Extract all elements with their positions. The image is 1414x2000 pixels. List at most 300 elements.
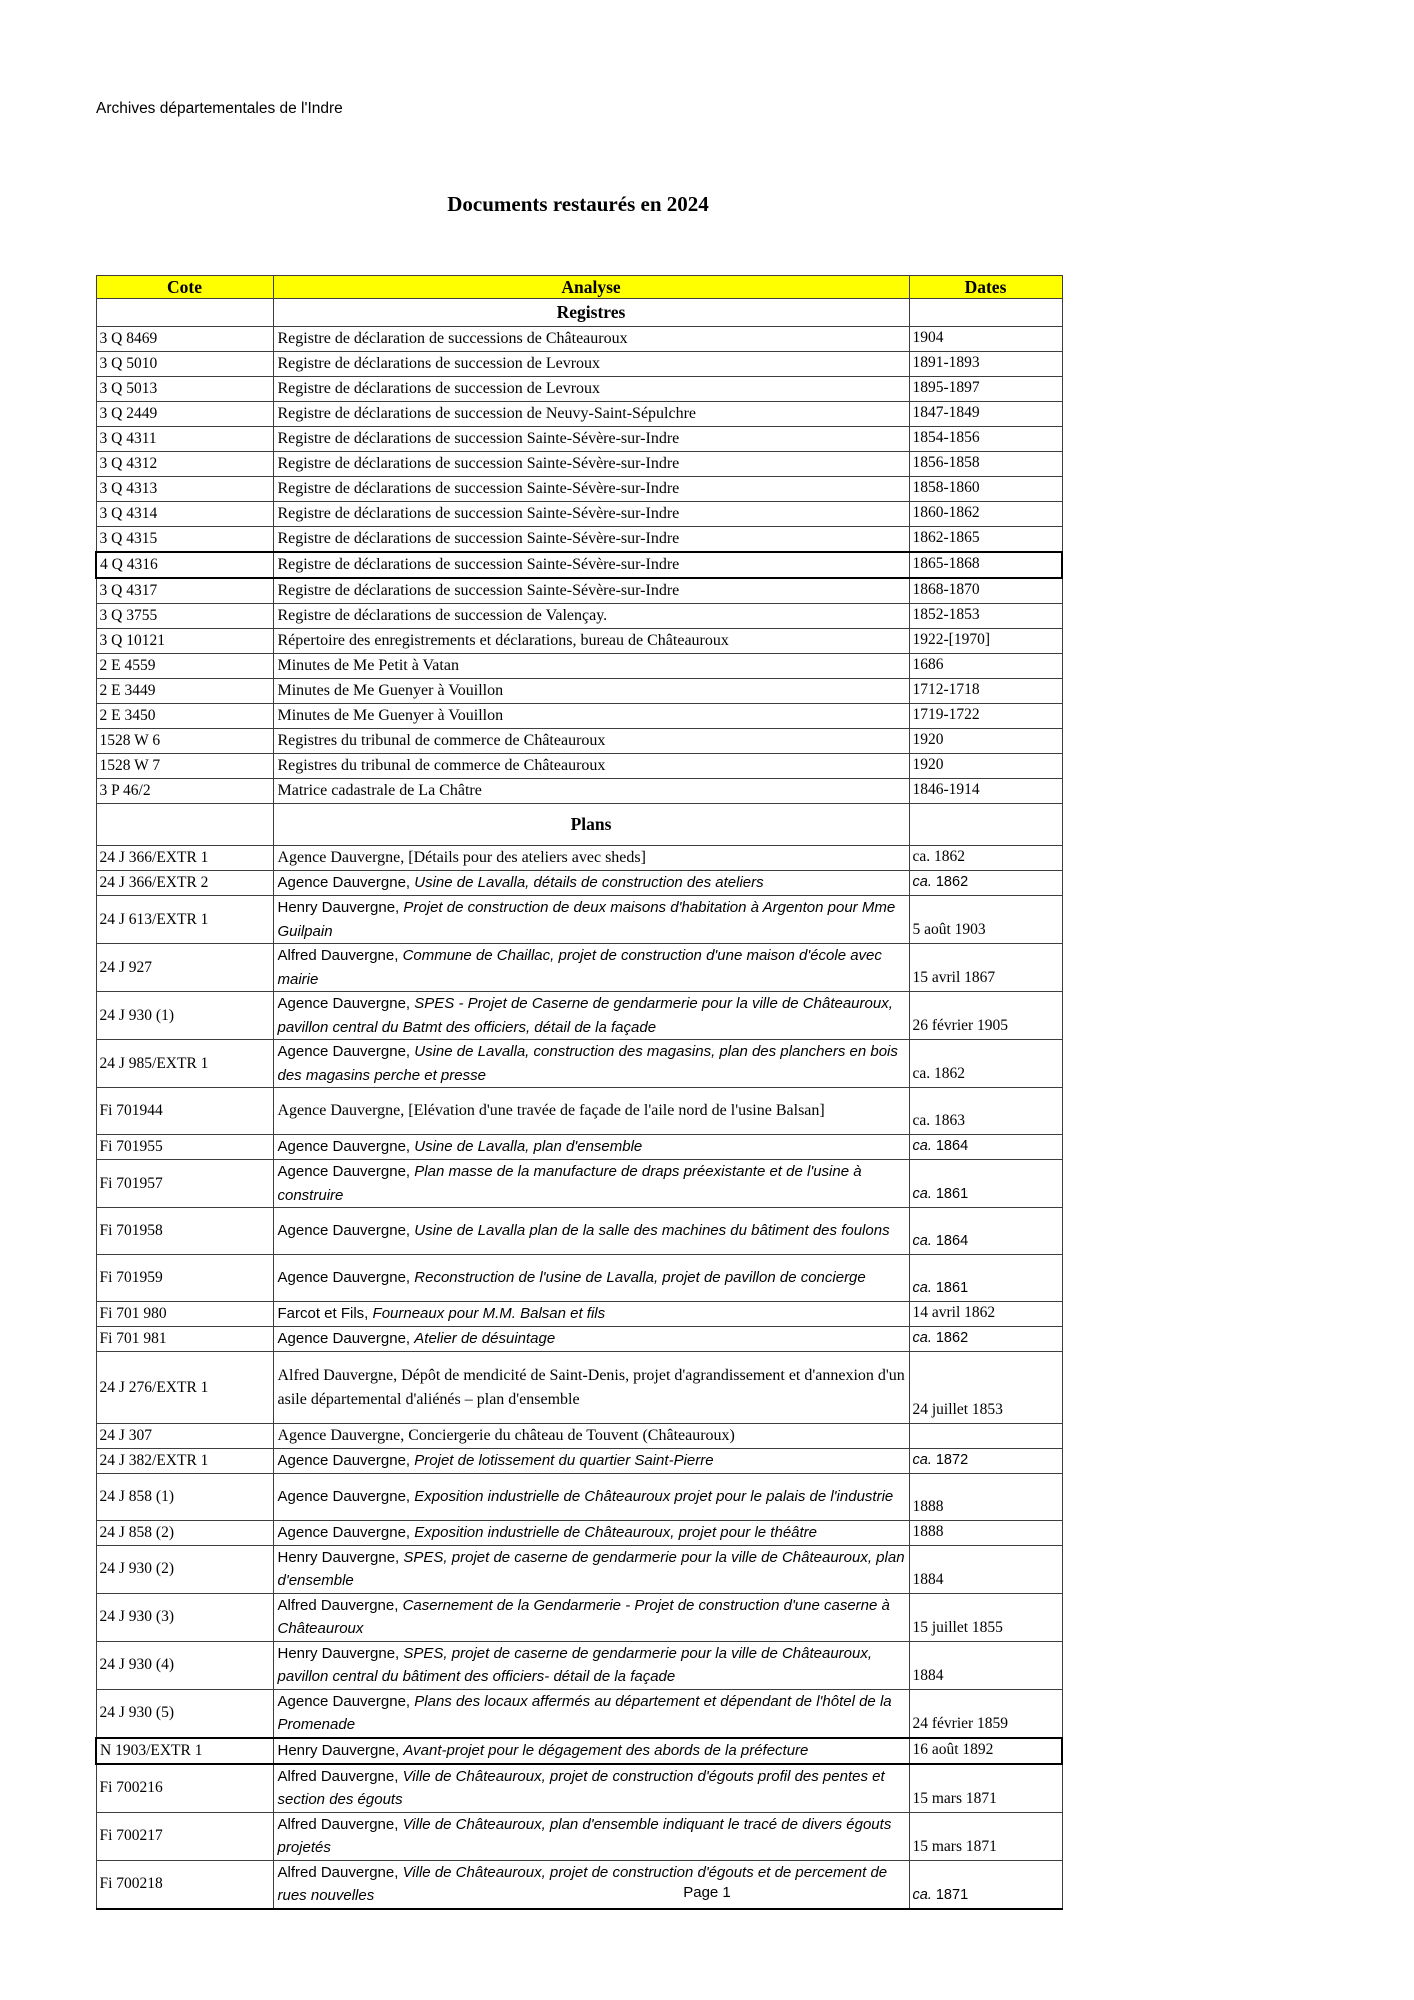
table-row [96, 1160, 1062, 1208]
analyse-regular-text: Agence Dauvergne, [277, 1222, 415, 1240]
table-row [96, 654, 1062, 679]
analyse-italic-text: Ville de Châteauroux, projet de construction d'égouts profil des pentes et section des égouts [277, 1767, 885, 1808]
date-text: 14 avril 1862 [912, 1304, 996, 1321]
date-text: 1852-1853 [912, 606, 980, 623]
analyse-italic-text: Ville de Châteauroux, projet de construction d'égouts et de percement de rues nouvelles [277, 1863, 888, 1904]
dates-cell [909, 352, 1062, 377]
analyse-cell [273, 1160, 909, 1208]
analyse-italic-text: Usine de Lavalla, plan d'ensemble [414, 1138, 643, 1156]
dates-cell [909, 1473, 1062, 1520]
date-text: 15 avril 1867 [912, 969, 996, 986]
analyse-italic-text: Usine de Lavalla, détails de construction des ateliers [414, 874, 764, 892]
analyse-cell [273, 452, 909, 477]
date-text: 1865-1868 [912, 555, 980, 572]
cote-cell: 3 Q 3755 [96, 604, 273, 629]
dates-cell [909, 804, 1062, 846]
analyse-italic-text: Ville de Châteauroux, plan d'ensemble indiquant le tracé de divers égouts projetés [277, 1815, 892, 1856]
dates-cell [909, 1208, 1062, 1255]
cote-cell: 3 Q 4313 [96, 477, 273, 502]
date-text: ca. 1862 [912, 848, 966, 865]
cote-cell: 2 E 4559 [96, 654, 273, 679]
page-title: Documents restaurés en 2024 [447, 192, 709, 216]
date-text: 1862 [931, 874, 969, 890]
analyse-regular-text: Minutes de Me Guenyer à Vouillon [277, 707, 504, 725]
cote-cell: 3 Q 5010 [96, 352, 273, 377]
analyse-regular-text: Alfred Dauvergne, [277, 1815, 403, 1833]
analyse-cell [273, 1255, 909, 1302]
analyse-italic-text: Exposition industrielle de Châteauroux, projet pour le théâtre [414, 1523, 818, 1541]
date-text: 1862 [931, 1330, 969, 1346]
table-row [96, 1327, 1062, 1352]
date-text: 1864 [931, 1138, 969, 1154]
analyse-cell [273, 704, 909, 729]
date-text: 1888 [912, 1497, 944, 1515]
dates-cell [909, 654, 1062, 679]
table-row [96, 1352, 1062, 1424]
cote-cell: Fi 701959 [96, 1255, 273, 1302]
cote-cell: 2 E 3450 [96, 704, 273, 729]
date-text: 26 février 1905 [912, 1017, 1009, 1034]
table-row [96, 502, 1062, 527]
cote-cell: 24 J 366/EXTR 1 [96, 846, 273, 871]
dates-cell [909, 502, 1062, 527]
analyse-regular-text: Agence Dauvergne, [277, 1692, 415, 1710]
cote-cell: 4 Q 4316 [96, 552, 273, 578]
table-row [96, 1255, 1062, 1302]
title-container [95, 192, 1061, 217]
records-table-body [96, 299, 1062, 1909]
analyse-cell [273, 679, 909, 704]
cote-cell: Fi 701955 [96, 1135, 273, 1160]
date-text: 1884 [912, 1570, 944, 1588]
table-header-cote: Cote [96, 276, 273, 299]
dates-cell [909, 1040, 1062, 1088]
dates-cell [909, 992, 1062, 1040]
table-row [96, 452, 1062, 477]
analyse-cell [273, 654, 909, 679]
table-row [96, 992, 1062, 1040]
table-row [96, 352, 1062, 377]
date-circa-prefix: ca. [912, 1186, 932, 1202]
analyse-cell [273, 1545, 909, 1593]
table-row [96, 1738, 1062, 1764]
analyse-cell [273, 377, 909, 402]
cote-cell: 24 J 927 [96, 944, 273, 992]
cote-cell: 3 Q 4314 [96, 502, 273, 527]
analyse-cell [273, 779, 909, 804]
analyse-regular-text: Registre de déclarations de succession de Levroux [277, 380, 601, 398]
page-footer: Page 1 [683, 1884, 731, 1901]
analyse-regular-text: Registre de déclarations de succession de Valençay. [277, 607, 608, 625]
analyse-italic-text: Usine de Lavalla, construction des magasins, plan des planchers en bois des magasins perche et presse [277, 1043, 898, 1084]
dates-cell [909, 1327, 1062, 1352]
analyse-regular-text: Agence Dauvergne, [277, 1330, 415, 1348]
analyse-cell [273, 1473, 909, 1520]
table-row [96, 552, 1062, 578]
cote-cell: Fi 701957 [96, 1160, 273, 1208]
cote-cell: 3 Q 4312 [96, 452, 273, 477]
analyse-italic-text: Plans des locaux affermés au département et dépendant de l'hôtel de la Promenade [277, 1692, 892, 1733]
table-row [96, 327, 1062, 352]
cote-cell: 3 Q 4317 [96, 578, 273, 604]
analyse-regular-text: Agence Dauvergne, [277, 1269, 415, 1287]
date-circa-prefix: ca. [912, 1138, 932, 1154]
analyse-regular-text: Alfred Dauvergne, [277, 1863, 403, 1881]
table-row [96, 1088, 1062, 1135]
cote-cell: 24 J 366/EXTR 2 [96, 871, 273, 896]
table-row [96, 1520, 1062, 1545]
analyse-regular-text: Agence Dauvergne, [277, 1487, 415, 1505]
analyse-regular-text: Henry Dauvergne, [277, 1741, 404, 1759]
analyse-cell [273, 896, 909, 944]
dates-cell [909, 1812, 1062, 1860]
table-row [96, 527, 1062, 553]
cote-cell: 24 J 930 (5) [96, 1689, 273, 1738]
dates-cell [909, 1255, 1062, 1302]
analyse-cell [273, 477, 909, 502]
date-text: 1884 [912, 1666, 944, 1684]
table-row [96, 1593, 1062, 1641]
analyse-cell [273, 1208, 909, 1255]
table-row [96, 944, 1062, 992]
analyse-regular-text: Registre de déclarations de succession Sainte-Sévère-sur-Indre [277, 505, 680, 523]
dates-cell [909, 477, 1062, 502]
dates-cell [909, 452, 1062, 477]
date-circa-prefix: ca. [912, 1451, 932, 1468]
table-row [96, 896, 1062, 944]
dates-cell [909, 1738, 1062, 1764]
cote-cell [96, 299, 273, 327]
dates-cell [909, 846, 1062, 871]
date-circa-prefix: ca. [912, 1280, 932, 1296]
analyse-regular-text: Agence Dauvergne, Conciergerie du château de Touvent (Châteauroux) [277, 1427, 735, 1444]
analyse-italic-text: Casernement de la Gendarmerie - Projet de construction d'une caserne à Châteauroux [277, 1596, 890, 1637]
date-text: ca. 1862 [912, 1065, 966, 1082]
analyse-regular-text: Agence Dauvergne, [Détails pour des ateliers avec sheds] [277, 849, 646, 867]
analyse-regular-text: Agence Dauvergne, [Elévation d'une travée de façade de l'aile nord de l'usine Balsan] [277, 1102, 825, 1120]
date-text: 1868-1870 [912, 581, 980, 598]
analyse-regular-text: Registre de déclarations de succession de Neuvy-Saint-Sépulchre [277, 405, 697, 423]
analyse-cell [273, 1302, 909, 1327]
date-text: 5 août 1903 [912, 921, 986, 938]
analyse-cell [273, 578, 909, 604]
date-text: 24 février 1859 [912, 1714, 1009, 1732]
analyse-cell [273, 1520, 909, 1545]
dates-cell [909, 1088, 1062, 1135]
analyse-cell [273, 527, 909, 553]
table-row [96, 729, 1062, 754]
table-row [96, 679, 1062, 704]
analyse-italic-text: SPES, projet de caserne de gendarmerie pour la ville de Châteauroux, pavillon central du bâtiment des officiers- détail de la façade [277, 1644, 873, 1685]
cote-cell: 24 J 930 (4) [96, 1641, 273, 1689]
dates-cell [909, 1593, 1062, 1641]
dates-cell [909, 1764, 1062, 1813]
table-row [96, 779, 1062, 804]
analyse-italic-text: Atelier de désuintage [414, 1330, 556, 1348]
section-row [96, 804, 1062, 846]
table-row [96, 1040, 1062, 1088]
analyse-cell [273, 1641, 909, 1689]
analyse-cell [273, 604, 909, 629]
table-row [96, 1689, 1062, 1738]
date-text: 1864 [931, 1233, 969, 1249]
date-text: 1860-1862 [912, 504, 980, 521]
cote-cell: 24 J 382/EXTR 1 [96, 1448, 273, 1473]
analyse-cell [273, 944, 909, 992]
dates-cell [909, 944, 1062, 992]
analyse-cell [273, 552, 909, 578]
dates-cell [909, 1689, 1062, 1738]
dates-cell [909, 1135, 1062, 1160]
date-text: 1872 [931, 1451, 969, 1468]
date-circa-prefix: ca. [912, 1233, 932, 1249]
cote-cell: Fi 701 981 [96, 1327, 273, 1352]
date-text: 1686 [912, 656, 944, 673]
date-text: 1920 [912, 756, 944, 773]
cote-cell: 3 Q 10121 [96, 629, 273, 654]
analyse-cell [273, 846, 909, 871]
analyse-cell [273, 327, 909, 352]
cote-cell: 3 P 46/2 [96, 779, 273, 804]
analyse-cell [273, 1812, 909, 1860]
table-row [96, 402, 1062, 427]
analyse-regular-text: Henry Dauvergne, [277, 1548, 404, 1566]
analyse-cell [273, 427, 909, 452]
cote-cell: Fi 700216 [96, 1764, 273, 1813]
analyse-regular-text: Agence Dauvergne, [277, 1523, 415, 1541]
dates-cell [909, 1302, 1062, 1327]
cote-cell: 24 J 858 (2) [96, 1520, 273, 1545]
date-text: 24 juillet 1853 [912, 1401, 1003, 1418]
records-table [95, 275, 1063, 1910]
analyse-regular-text: Alfred Dauvergne, [277, 947, 403, 964]
dates-cell [909, 1520, 1062, 1545]
analyse-regular-text: Agence Dauvergne, [277, 1138, 415, 1156]
analyse-regular-text: Alfred Dauvergne, [277, 1767, 403, 1785]
section-label: Plans [273, 804, 909, 846]
analyse-italic-text: Projet de lotissement du quartier Saint-Pierre [414, 1451, 714, 1469]
dates-cell [909, 552, 1062, 578]
cote-cell: Fi 700217 [96, 1812, 273, 1860]
cote-cell: 24 J 613/EXTR 1 [96, 896, 273, 944]
cote-cell: 24 J 930 (3) [96, 1593, 273, 1641]
cote-cell: 3 Q 4315 [96, 527, 273, 553]
table-row [96, 704, 1062, 729]
analyse-italic-text: Exposition industrielle de Châteauroux projet pour le palais de l'industrie [414, 1487, 894, 1505]
date-text: 1871 [931, 1886, 969, 1903]
dates-cell [909, 704, 1062, 729]
analyse-cell [273, 992, 909, 1040]
date-text: 1904 [912, 329, 944, 346]
analyse-italic-text: Fourneaux pour M.M. Balsan et fils [372, 1305, 606, 1323]
analyse-italic-text: Usine de Lavalla plan de la salle des machines du bâtiment des foulons [414, 1222, 890, 1240]
dates-cell [909, 679, 1062, 704]
analyse-cell [273, 1448, 909, 1473]
date-circa-prefix: ca. [912, 874, 932, 890]
analyse-regular-text: Registre de déclarations de succession de Levroux [277, 355, 601, 373]
cote-cell: 3 Q 8469 [96, 327, 273, 352]
table-row [96, 477, 1062, 502]
analyse-cell [273, 1327, 909, 1352]
analyse-italic-text: Reconstruction de l'usine de Lavalla, projet de pavillon de concierge [414, 1269, 866, 1287]
date-text: 1888 [912, 1522, 944, 1540]
dates-cell [909, 377, 1062, 402]
table-row [96, 1641, 1062, 1689]
table-row [96, 871, 1062, 896]
table-row [96, 578, 1062, 604]
cote-cell: 24 J 930 (1) [96, 992, 273, 1040]
analyse-regular-text: Registres du tribunal de commerce de Châteauroux [277, 757, 606, 775]
table-row [96, 1473, 1062, 1520]
date-text: ca. 1863 [912, 1112, 966, 1129]
date-text: 1862-1865 [912, 529, 980, 546]
cote-cell: 24 J 276/EXTR 1 [96, 1352, 273, 1424]
analyse-regular-text: Registre de déclarations de succession Sainte-Sévère-sur-Indre [277, 480, 680, 498]
cote-cell: 3 Q 2449 [96, 402, 273, 427]
table-row [96, 427, 1062, 452]
analyse-regular-text: Agence Dauvergne, [277, 995, 415, 1012]
cote-cell: N 1903/EXTR 1 [96, 1738, 273, 1764]
dates-cell [909, 327, 1062, 352]
cote-cell: 24 J 307 [96, 1424, 273, 1449]
organization-name: Archives départementales de l'Indre [96, 100, 343, 117]
analyse-regular-text: Registre de déclarations de succession Sainte-Sévère-sur-Indre [277, 530, 680, 548]
dates-cell [909, 871, 1062, 896]
analyse-regular-text: Farcot et Fils, [277, 1305, 373, 1323]
dates-cell [909, 729, 1062, 754]
cote-cell: Fi 701 980 [96, 1302, 273, 1327]
analyse-regular-text: Registre de déclarations de succession Sainte-Sévère-sur-Indre [277, 455, 680, 473]
dates-cell [909, 754, 1062, 779]
analyse-cell [273, 1593, 909, 1641]
section-row [96, 299, 1062, 327]
date-text: 1891-1893 [912, 354, 980, 371]
analyse-cell [273, 1135, 909, 1160]
table-header-dates: Dates [909, 276, 1062, 299]
analyse-regular-text: Agence Dauvergne, [277, 1163, 415, 1180]
analyse-cell [273, 629, 909, 654]
analyse-regular-text: Agence Dauvergne, [277, 1451, 415, 1469]
table-row [96, 1812, 1062, 1860]
table-row [96, 1764, 1062, 1813]
cote-cell: 24 J 930 (2) [96, 1545, 273, 1593]
analyse-regular-text: Minutes de Me Petit à Vatan [277, 657, 459, 675]
date-text: 1847-1849 [912, 404, 980, 421]
date-text: 1922-[1970] [912, 631, 990, 648]
cote-cell: Fi 701944 [96, 1088, 273, 1135]
table-row [96, 1208, 1062, 1255]
analyse-regular-text: Alfred Dauvergne, [277, 1596, 403, 1614]
analyse-regular-text: Registres du tribunal de commerce de Châteauroux [277, 732, 606, 750]
dates-cell [909, 779, 1062, 804]
analyse-cell [273, 352, 909, 377]
cote-cell: 1528 W 7 [96, 754, 273, 779]
date-text: 1854-1856 [912, 429, 980, 446]
dates-cell [909, 1641, 1062, 1689]
cote-cell: 24 J 985/EXTR 1 [96, 1040, 273, 1088]
cote-cell: 3 Q 4311 [96, 427, 273, 452]
analyse-italic-text: SPES, projet de caserne de gendarmerie pour la ville de Châteauroux, plan d'ensemble [277, 1548, 905, 1589]
date-text: 16 août 1892 [912, 1740, 994, 1758]
date-circa-prefix: ca. [912, 1330, 932, 1346]
table-row [96, 1135, 1062, 1160]
date-text: 15 mars 1871 [912, 1837, 997, 1855]
dates-cell [909, 896, 1062, 944]
dates-cell [909, 1424, 1062, 1449]
table-row [96, 604, 1062, 629]
analyse-cell [273, 1088, 909, 1135]
analyse-cell [273, 1040, 909, 1088]
cote-cell [96, 804, 273, 846]
dates-cell [909, 604, 1062, 629]
table-header-row [96, 276, 1062, 299]
analyse-italic-text: Commune de Chaillac, projet de construction d'une maison d'école avec mairie [277, 947, 882, 988]
section-label: Registres [273, 299, 909, 327]
date-text: 1861 [931, 1280, 969, 1296]
dates-cell [909, 578, 1062, 604]
cote-cell: 1528 W 6 [96, 729, 273, 754]
dates-cell [909, 1352, 1062, 1424]
table-row [96, 1424, 1062, 1449]
dates-cell [909, 1545, 1062, 1593]
cote-cell: 2 E 3449 [96, 679, 273, 704]
table-row [96, 846, 1062, 871]
date-text: 1846-1914 [912, 781, 980, 798]
analyse-cell [273, 502, 909, 527]
date-text: 1861 [931, 1186, 969, 1202]
analyse-cell [273, 1689, 909, 1738]
table-row [96, 1302, 1062, 1327]
table-header-analyse: Analyse [273, 276, 909, 299]
date-circa-prefix: ca. [912, 1886, 932, 1903]
analyse-regular-text: Henry Dauvergne, [277, 1644, 404, 1662]
table-row [96, 629, 1062, 654]
date-text: 15 juillet 1855 [912, 1618, 1003, 1636]
date-text: 1920 [912, 731, 944, 748]
analyse-italic-text: SPES - Projet de Caserne de gendarmerie pour la ville de Châteauroux, pavillon central du Batmt des officiers, détail de la façade [277, 995, 893, 1036]
table-row [96, 377, 1062, 402]
cote-cell: 24 J 858 (1) [96, 1473, 273, 1520]
analyse-cell [273, 1738, 909, 1764]
date-text: 1719-1722 [912, 706, 980, 723]
analyse-cell [273, 1352, 909, 1424]
analyse-cell [273, 754, 909, 779]
analyse-cell [273, 729, 909, 754]
analyse-regular-text: Registre de déclarations de succession Sainte-Sévère-sur-Indre [277, 582, 680, 600]
table-row [96, 754, 1062, 779]
analyse-italic-text: Projet de construction de deux maisons d'habitation à Argenton pour Mme Guilpain [277, 899, 896, 940]
analyse-regular-text: Registre de déclarations de succession Sainte-Sévère-sur-Indre [277, 430, 680, 448]
analyse-italic-text: Plan masse de la manufacture de draps préexistante et de l'usine à construire [277, 1163, 862, 1204]
analyse-cell [273, 1764, 909, 1813]
cote-cell: Fi 700218 [96, 1860, 273, 1909]
analyse-regular-text: Alfred Dauvergne, Dépôt de mendicité de Saint-Denis, projet d'agrandissement et d'annexion d'un asile départemental d'aliénés – plan d'ensemble [277, 1367, 905, 1408]
date-text: 1895-1897 [912, 379, 980, 396]
analyse-regular-text: Matrice cadastrale de La Châtre [277, 782, 482, 800]
analyse-italic-text: Avant-projet pour le dégagement des abords de la préfecture [403, 1741, 809, 1759]
cote-cell: 3 Q 5013 [96, 377, 273, 402]
analyse-regular-text: Registre de déclaration de successions de Châteauroux [277, 330, 628, 348]
cote-cell: Fi 701958 [96, 1208, 273, 1255]
analyse-regular-text: Registre de déclarations de succession Sainte-Sévère-sur-Indre [277, 556, 680, 574]
analyse-cell [273, 402, 909, 427]
dates-cell [909, 402, 1062, 427]
date-text: 15 mars 1871 [912, 1789, 997, 1807]
analyse-regular-text: Minutes de Me Guenyer à Vouillon [277, 682, 504, 700]
analyse-cell [273, 1424, 909, 1449]
dates-cell [909, 299, 1062, 327]
table-row [96, 1448, 1062, 1473]
